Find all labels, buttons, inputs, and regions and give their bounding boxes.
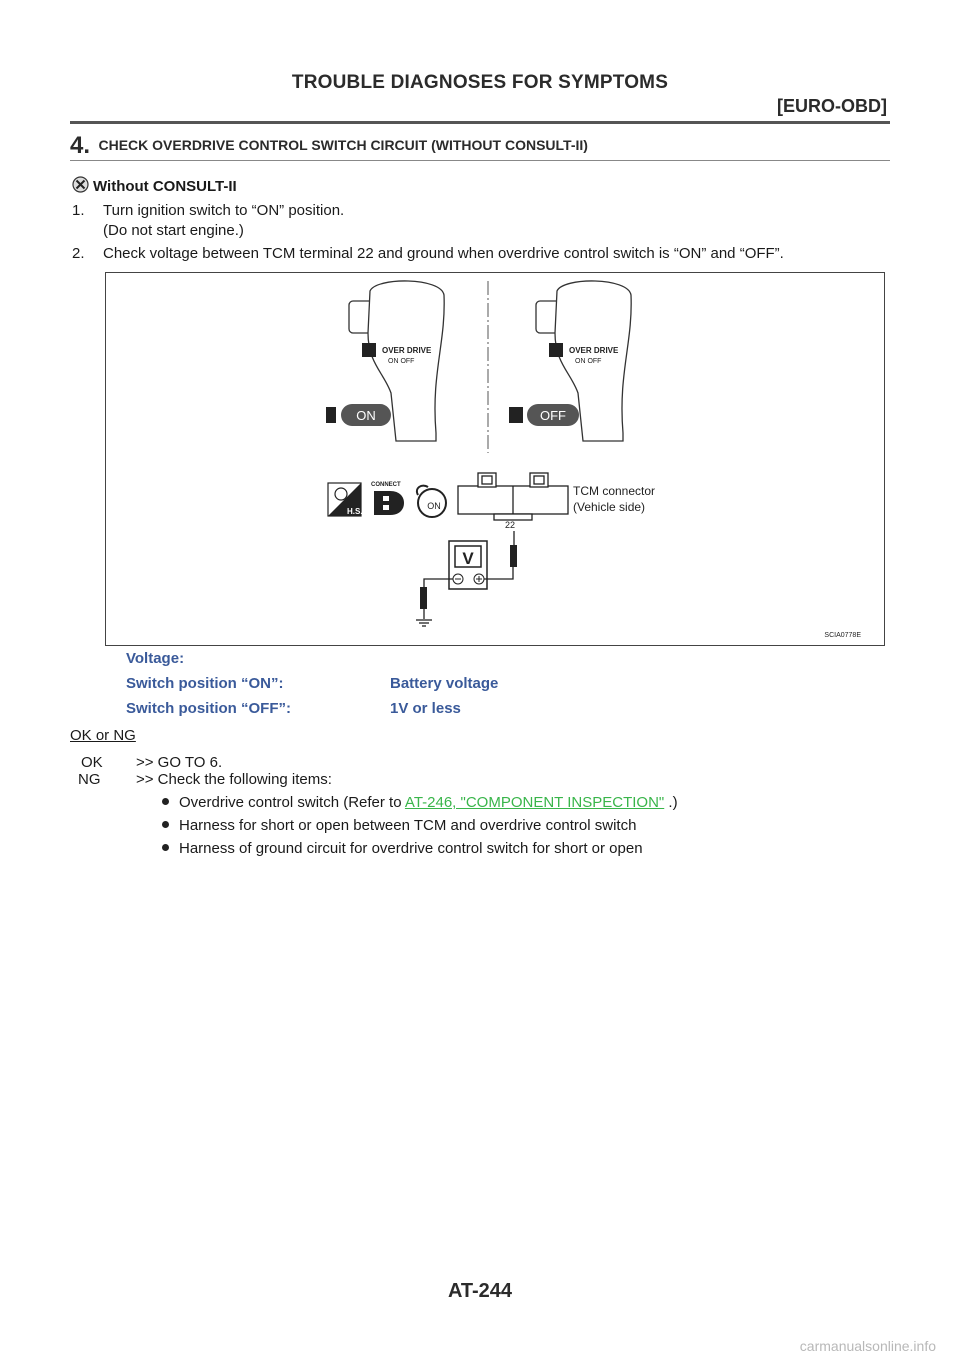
check-item-suffix: .) — [664, 794, 678, 811]
terminal-number: 22 — [505, 520, 516, 530]
switch-label-left: OVER DRIVE — [382, 346, 432, 355]
spec-label-on: Switch position “ON”: — [126, 675, 284, 692]
ok-label: OK — [81, 754, 103, 771]
ng-action: >> Check the following items: — [136, 771, 332, 788]
badge-off: OFF — [540, 408, 566, 423]
connector-side-label: (Vehicle side) — [573, 500, 646, 514]
connect-label: CONNECT — [371, 482, 401, 488]
instruction-note: (Do not start engine.) — [103, 222, 244, 239]
step-rule — [70, 160, 890, 161]
ground-icon — [416, 620, 432, 626]
bullet-icon — [162, 798, 169, 805]
page-header-subtitle: [EURO-OBD] — [777, 96, 887, 116]
page-header-title: TROUBLE DIAGNOSES FOR SYMPTOMS — [291, 72, 669, 93]
step-title: CHECK OVERDRIVE CONTROL SWITCH CIRCUIT (WITHOUT CONSULT-II) — [98, 137, 588, 153]
instruction-1 — [72, 201, 872, 241]
instruction-number: 2. — [72, 245, 85, 262]
figure-drawing — [106, 273, 883, 644]
switch-state-left: ON OFF — [388, 358, 415, 365]
wiring-figure — [105, 272, 885, 646]
ok-action: >> GO TO 6. — [136, 754, 223, 771]
spec-value-off: 1V or less — [390, 700, 461, 717]
switch-state-right: ON OFF — [575, 358, 602, 365]
instruction-2 — [72, 244, 872, 264]
ok-or-ng-heading: OK or NG — [70, 727, 136, 744]
check-item-prefix: Overdrive control switch (Refer to — [179, 794, 405, 811]
key-on-label: ON — [427, 501, 441, 511]
check-item-text: Harness for short or open between TCM and overdrive control switch — [179, 817, 637, 834]
watermark: carmanualsonline.info — [799, 1338, 936, 1354]
instruction-text: Check voltage between TCM terminal 22 and ground when overdrive control switch is “ON” and “OFF”. — [103, 245, 784, 262]
step-number: 4. — [70, 132, 91, 159]
instruction-number: 1. — [72, 202, 85, 219]
figure-id: SCIA0778E — [824, 632, 861, 639]
connector-plug-icon — [374, 491, 404, 515]
voltmeter — [449, 541, 487, 589]
bullet-icon — [162, 844, 169, 851]
component-inspection-link[interactable]: AT-246, "COMPONENT INSPECTION" — [404, 794, 665, 811]
check-item-text: Harness of ground circuit for overdrive control switch for short or open — [179, 840, 643, 857]
spec-label-off: Switch position “OFF”: — [126, 700, 291, 717]
switch-label-right: OVER DRIVE — [569, 346, 619, 355]
instruction-text: Turn ignition switch to “ON” position. — [103, 202, 345, 219]
harness-side-icon — [328, 483, 363, 516]
tool-cross-icon — [72, 176, 89, 193]
without-consult-heading — [72, 176, 237, 195]
bullet-icon — [162, 821, 169, 828]
page-number: AT-244 — [447, 1280, 513, 1302]
voltmeter-label: V — [462, 549, 474, 568]
spec-value-on: Battery voltage — [390, 675, 499, 692]
connector-label: TCM connector — [573, 484, 656, 498]
hs-label: H.S. — [347, 507, 363, 516]
check-item-3 — [162, 840, 643, 857]
step-heading — [70, 132, 588, 160]
ng-label: NG — [78, 771, 101, 788]
ignition-key-icon — [417, 486, 446, 517]
check-item-1 — [162, 794, 678, 811]
check-item-2 — [162, 817, 636, 834]
header-rule — [70, 121, 890, 124]
tcm-connector — [458, 473, 568, 520]
badge-on: ON — [356, 408, 376, 423]
spec-heading: Voltage: — [126, 650, 185, 667]
without-consult-label: Without CONSULT-II — [93, 178, 237, 195]
